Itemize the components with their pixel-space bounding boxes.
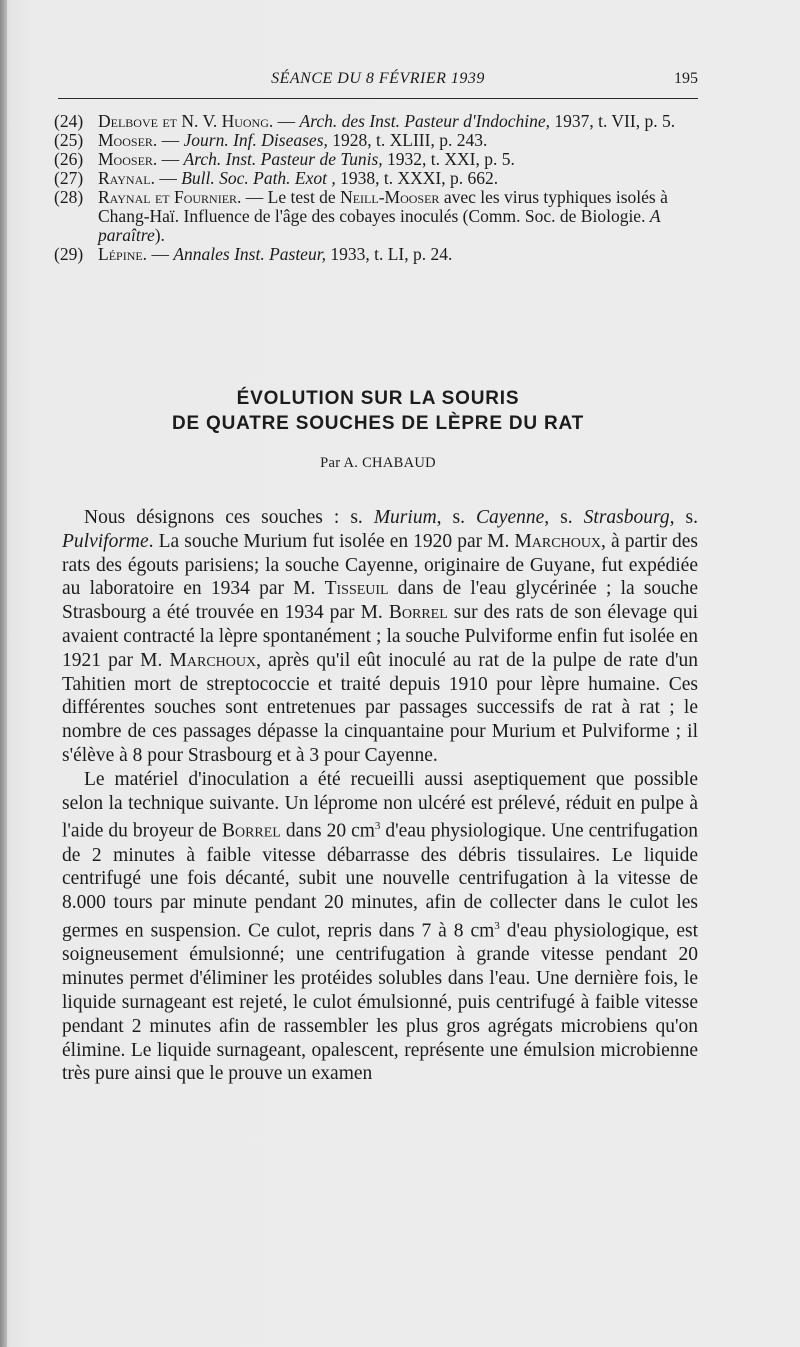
header-rule bbox=[58, 98, 698, 99]
reference-text-part: — Le test de bbox=[241, 187, 341, 207]
paragraph-1 bbox=[62, 506, 698, 768]
text-run: d'eau physiologique, est soigneusement émulsionné; une centrifugation à grande vitesse pendant 20 minutes permet d'éliminer les protéides solubles dans l'eau. Une dernière fois, le liquide surnageant est rejeté, le culot émulsionné, puis centrifugé à faible vitesse pendant 2 minutes afin de rassembler les plus gros agrégats microbiens qu'on élimine. Le liquide surnageant, opalescent, représente une émulsion microbienne très pure ainsi que le prouve un examen bbox=[62, 920, 698, 1085]
superscript: 3 bbox=[494, 920, 500, 933]
reference-text bbox=[98, 245, 702, 264]
reference-text bbox=[98, 131, 702, 150]
reference-dash: — bbox=[154, 168, 182, 188]
reference-authors: Raynal et Fournier. bbox=[98, 187, 242, 207]
text-run: , s. bbox=[544, 507, 584, 528]
reference-text bbox=[98, 150, 702, 169]
superscript: 3 bbox=[374, 820, 381, 833]
strain-name: Pulviforme bbox=[62, 530, 149, 552]
reference-item bbox=[54, 245, 702, 264]
reference-item bbox=[54, 188, 702, 245]
reference-journal: Journ. Inf. Diseases, bbox=[183, 130, 328, 150]
strain-name: Cayenne bbox=[476, 507, 545, 528]
text-run: sur des rats de son élevage qui avaient contracté la lèpre spontanément ; la souche Pulviforme enfin fut isolée en 1921 par M. bbox=[62, 602, 698, 671]
reference-dash: — bbox=[157, 149, 184, 169]
reference-details: 1938, t. XXXI, p. 662. bbox=[335, 168, 499, 188]
reference-number: (27) bbox=[54, 168, 84, 188]
reference-number: (26) bbox=[54, 149, 84, 169]
reference-authors: Lépine. bbox=[98, 244, 148, 264]
article-title-line-1: ÉVOLUTION SUR LA SOURIS bbox=[236, 388, 520, 409]
text-run: Nous désignons ces souches : s. bbox=[84, 507, 374, 528]
reference-text bbox=[98, 188, 702, 245]
person-name: Marchoux bbox=[169, 649, 257, 671]
text-run: , s. bbox=[436, 507, 477, 528]
text-run: dans de l'eau glycérinée ; la souche Strasbourg a été trouvée en 1934 par M. bbox=[62, 578, 698, 624]
reference-journal: Annales Inst. Pasteur, bbox=[173, 244, 326, 264]
person-name: Borrel bbox=[388, 602, 448, 624]
reference-journal: Arch. des Inst. Pasteur d'Indochine, bbox=[299, 111, 550, 131]
text-run: , à partir des rats des égouts parisiens; la souche Cayenne, originaire de Guyane, fut expédiée au laboratoire en 1934 par M. bbox=[62, 530, 698, 600]
text-run: dans 20 cm bbox=[280, 820, 375, 842]
running-title: SÉANCE DU 8 FÉVRIER 1939 bbox=[271, 70, 485, 87]
reference-text-part: avec les virus typhiques isolés à Chang-Haï. Influence de l'âge des cobayes inoculés (Comm. Soc. de Biologie. bbox=[98, 187, 668, 226]
person-name: Tisseuil bbox=[324, 578, 389, 600]
reference-authors: Mooser. bbox=[98, 130, 158, 150]
reference-number: (28) bbox=[54, 187, 84, 207]
reference-number: (24) bbox=[54, 111, 84, 131]
reference-status: A paraître bbox=[98, 206, 661, 245]
article-title bbox=[58, 386, 698, 436]
page-number: 195 bbox=[674, 70, 698, 87]
strain-name: Strasbourg bbox=[583, 507, 670, 528]
reference-dash: — bbox=[273, 111, 300, 131]
text-run: d'eau physiologique. Une centrifugation de 2 minutes à faible vitesse débarrasse des débris tissulaires. Le liquide centrifugé une fois décanté, subit une nouvelle centrifugation à la vitesse de 8.000 tours par minute pendant 20 minutes, afin de collecter dans le culot les germes en suspension. Ce culot, repris dans 7 à 8 cm bbox=[62, 820, 698, 942]
page-spine-shadow bbox=[0, 0, 7, 1347]
person-name: Marchoux bbox=[514, 530, 602, 552]
reference-item bbox=[54, 131, 702, 150]
reference-details: 1933, t. LI, p. 24. bbox=[325, 244, 453, 264]
text-run: Le matériel d'inoculation a été recueilli aussi aseptiquement que possible selon la technique suivante. Un léprome non ulcéré est prélevé, réduit en pulpe à l'aide du broyeur de bbox=[62, 768, 698, 842]
reference-item bbox=[54, 150, 702, 169]
person-name: Borrel bbox=[221, 820, 281, 842]
reference-text-part: ). bbox=[154, 225, 165, 245]
article-title-line-2: DE QUATRE SOUCHES DE LÈPRE DU RAT bbox=[171, 413, 585, 434]
reference-list bbox=[54, 112, 702, 264]
reference-details: 1932, t. XXI, p. 5. bbox=[382, 149, 515, 169]
reference-text bbox=[98, 112, 702, 131]
reference-details: 1937, t. VII, p. 5. bbox=[550, 111, 676, 131]
reference-details: 1928, t. XLIII, p. 243. bbox=[327, 130, 488, 150]
page-header bbox=[58, 68, 698, 94]
text-run: , s. bbox=[669, 507, 698, 528]
reference-journal: Bull. Soc. Path. Exot , bbox=[181, 168, 336, 188]
reference-dash: — bbox=[147, 244, 174, 264]
reference-text bbox=[98, 169, 702, 188]
reference-item bbox=[54, 169, 702, 188]
reference-number: (25) bbox=[54, 130, 84, 150]
article-body bbox=[62, 506, 698, 1086]
reference-number: (29) bbox=[54, 244, 84, 264]
article-byline: Par A. CHABAUD bbox=[320, 455, 436, 471]
reference-authors: Delbove et N. V. Huong. bbox=[98, 111, 274, 131]
paragraph-2 bbox=[62, 768, 698, 1086]
text-run: , après qu'il eût inoculé au rat de la pulpe de rate d'un Tahitien mort de streptococcie et traité depuis 1910 pour lèpre humaine. Ces différentes souches sont entretenues par passages successifs de rat à rat ; le nombre de ces passages dépasse la cinquantaine pour Murium et Pulviforme ; il s'élève à 8 pour Strasbourg et à 3 pour Cayenne. bbox=[62, 649, 698, 766]
reference-authors: Raynal. bbox=[98, 168, 155, 188]
text-run: . La souche Murium fut isolée en 1920 par M. bbox=[148, 530, 515, 552]
reference-item bbox=[54, 112, 702, 131]
reference-dash: — bbox=[157, 130, 184, 150]
reference-journal: Arch. Inst. Pasteur de Tunis, bbox=[183, 149, 383, 169]
strain-name: Murium bbox=[373, 507, 437, 528]
reference-authors: Mooser. bbox=[98, 149, 158, 169]
reference-cited-name: Neill-Mooser bbox=[340, 187, 440, 207]
